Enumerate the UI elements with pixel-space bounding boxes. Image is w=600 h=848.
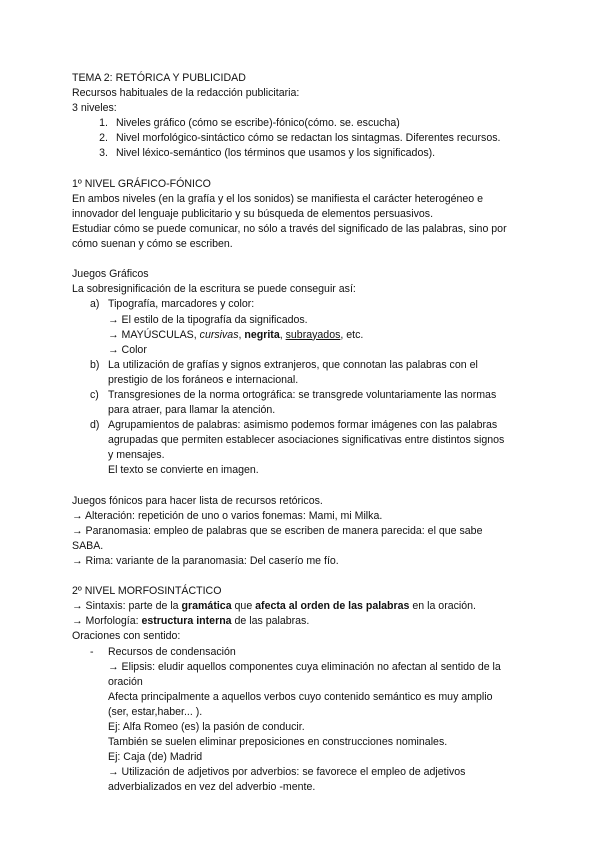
paragraph-line: En ambos niveles (en la grafía y el los sonidos) se manifiesta el carácter heterogéneo e: [72, 192, 484, 205]
paragraph-line: innovador del lenguaje publicitario y su búsqueda de elementos persuasivos.: [72, 207, 434, 220]
list-item: [72, 645, 532, 660]
levels-intro: 3 niveles:: [72, 102, 117, 115]
sub-line: También se suelen eliminar preposiciones en construcciones nominales.: [108, 736, 448, 749]
list-item: [72, 388, 532, 418]
paragraph-line: Estudiar cómo se puede comunicar, no sólo a través del significado de las palabras, sino por: [72, 222, 507, 235]
intro-line: Recursos habituales de la redacción publicitaria:: [72, 87, 300, 100]
section-heading: 2º NIVEL MORFOSINTÁCTICO: [72, 585, 222, 598]
list-text: Nivel morfológico-sintáctico cómo se redactan los sintagmas. Diferentes recursos.: [116, 132, 501, 145]
sub-line: → MAYÚSCULAS, cursivas, negrita, subrayados, etc.: [108, 328, 364, 341]
list-label: a): [90, 298, 100, 311]
list-text: El texto se convierte en imagen.: [108, 464, 259, 477]
paragraph-line: SABA.: [72, 539, 104, 552]
sub-line: → Color: [108, 343, 147, 356]
italic-text: cursivas: [199, 328, 239, 341]
list-number: 2.: [99, 132, 108, 145]
list-text: Recursos de condensación: [108, 645, 236, 658]
paragraph-line: → Paranomasia: empleo de palabras que se escriben de manera parecida: el que sabe: [72, 524, 483, 537]
paragraph-line: → Morfología: estructura interna de las palabras.: [72, 615, 310, 628]
sub-line: → Elipsis: eludir aquellos componentes cuya eliminación no afectan al sentido de la: [108, 660, 501, 673]
paragraph-line: La sobresignificación de la escritura se puede conseguir así:: [72, 283, 356, 296]
list-text: Niveles gráfico (cómo se escribe)-fónico(cómo. se. escucha): [116, 117, 400, 130]
list-text: Tipografía, marcadores y color:: [108, 298, 255, 311]
sub-line: Ej: Alfa Romeo (es) la pasión de conducir.: [108, 721, 305, 734]
list-text: Transgresiones de la norma ortográfica: se transgrede voluntariamente las normas: [108, 388, 497, 401]
list-text: y mensajes.: [108, 449, 165, 462]
list-text: para atraer, para llamar la atención.: [108, 404, 276, 417]
bold-text: estructura interna: [141, 615, 232, 628]
spacer: [72, 252, 532, 267]
list-text: Nivel léxico-semántico (los términos que usamos y los significados).: [116, 147, 436, 160]
paragraph-line: → Alteración: repetición de uno o varios fonemas: Mami, mi Milka.: [72, 509, 383, 522]
sub-line: adverbializados en vez del adverbio -mente.: [108, 781, 316, 794]
sub-line: oración: [108, 675, 143, 688]
paragraph-line: → Sintaxis: parte de la gramática que afecta al orden de las palabras en la oración.: [72, 600, 476, 613]
list-item: [72, 131, 532, 146]
document-title: TEMA 2: RETÓRICA Y PUBLICIDAD: [72, 72, 246, 84]
spacer: [72, 479, 532, 494]
paragraph-line: Oraciones con sentido:: [72, 630, 181, 643]
list-text: agrupadas que permiten establecer asociaciones significativas entre distintos signos: [108, 434, 505, 447]
bold-text: gramática: [181, 600, 232, 613]
list-label: d): [90, 419, 100, 432]
paragraph-line: → Rima: variante de la paranomasia: Del caserío me fío.: [72, 555, 339, 567]
list-item: [72, 146, 532, 161]
bold-text: negrita: [244, 328, 280, 341]
subsection-heading: Juegos Gráficos: [72, 268, 149, 281]
spacer: [72, 569, 532, 584]
list-item: [72, 116, 532, 131]
list-number: 3.: [99, 147, 108, 160]
section-heading: 1º NIVEL GRÁFICO-FÓNICO: [72, 177, 211, 190]
list-text: La utilización de grafías y signos extranjeros, que connotan las palabras con el: [108, 358, 478, 371]
list-number: 1.: [99, 117, 108, 130]
list-item: [72, 418, 532, 478]
list-item: [72, 358, 532, 388]
sub-line: Afecta principalmente a aquellos verbos cuyo contenido semántico es muy amplio: [108, 690, 493, 703]
list-label: b): [90, 358, 100, 371]
list-label: c): [90, 388, 99, 401]
list-bullet: -: [90, 645, 94, 658]
list-text: Agrupamientos de palabras: asimismo podemos formar imágenes con las palabras: [108, 419, 498, 432]
sub-line: → Utilización de adjetivos por adverbios: se favorece el empleo de adjetivos: [108, 766, 466, 779]
sub-line: (ser, estar,haber... ).: [108, 705, 203, 718]
bold-text: afecta al orden de las palabras: [255, 600, 410, 613]
subsection-heading: Juegos fónicos para hacer lista de recursos retóricos.: [72, 494, 323, 507]
sub-line: Ej: Caja (de) Madrid: [108, 751, 203, 764]
spacer: [72, 162, 532, 177]
list-text: prestigio de los foráneos e internacional.: [108, 373, 299, 386]
paragraph-line: cómo suenan y cómo se escriben.: [72, 238, 233, 251]
underlined-text: subrayados: [285, 328, 341, 341]
sub-line: → El estilo de la tipografía da significados.: [108, 313, 308, 326]
list-item: [72, 297, 532, 357]
document-page: [72, 71, 532, 796]
